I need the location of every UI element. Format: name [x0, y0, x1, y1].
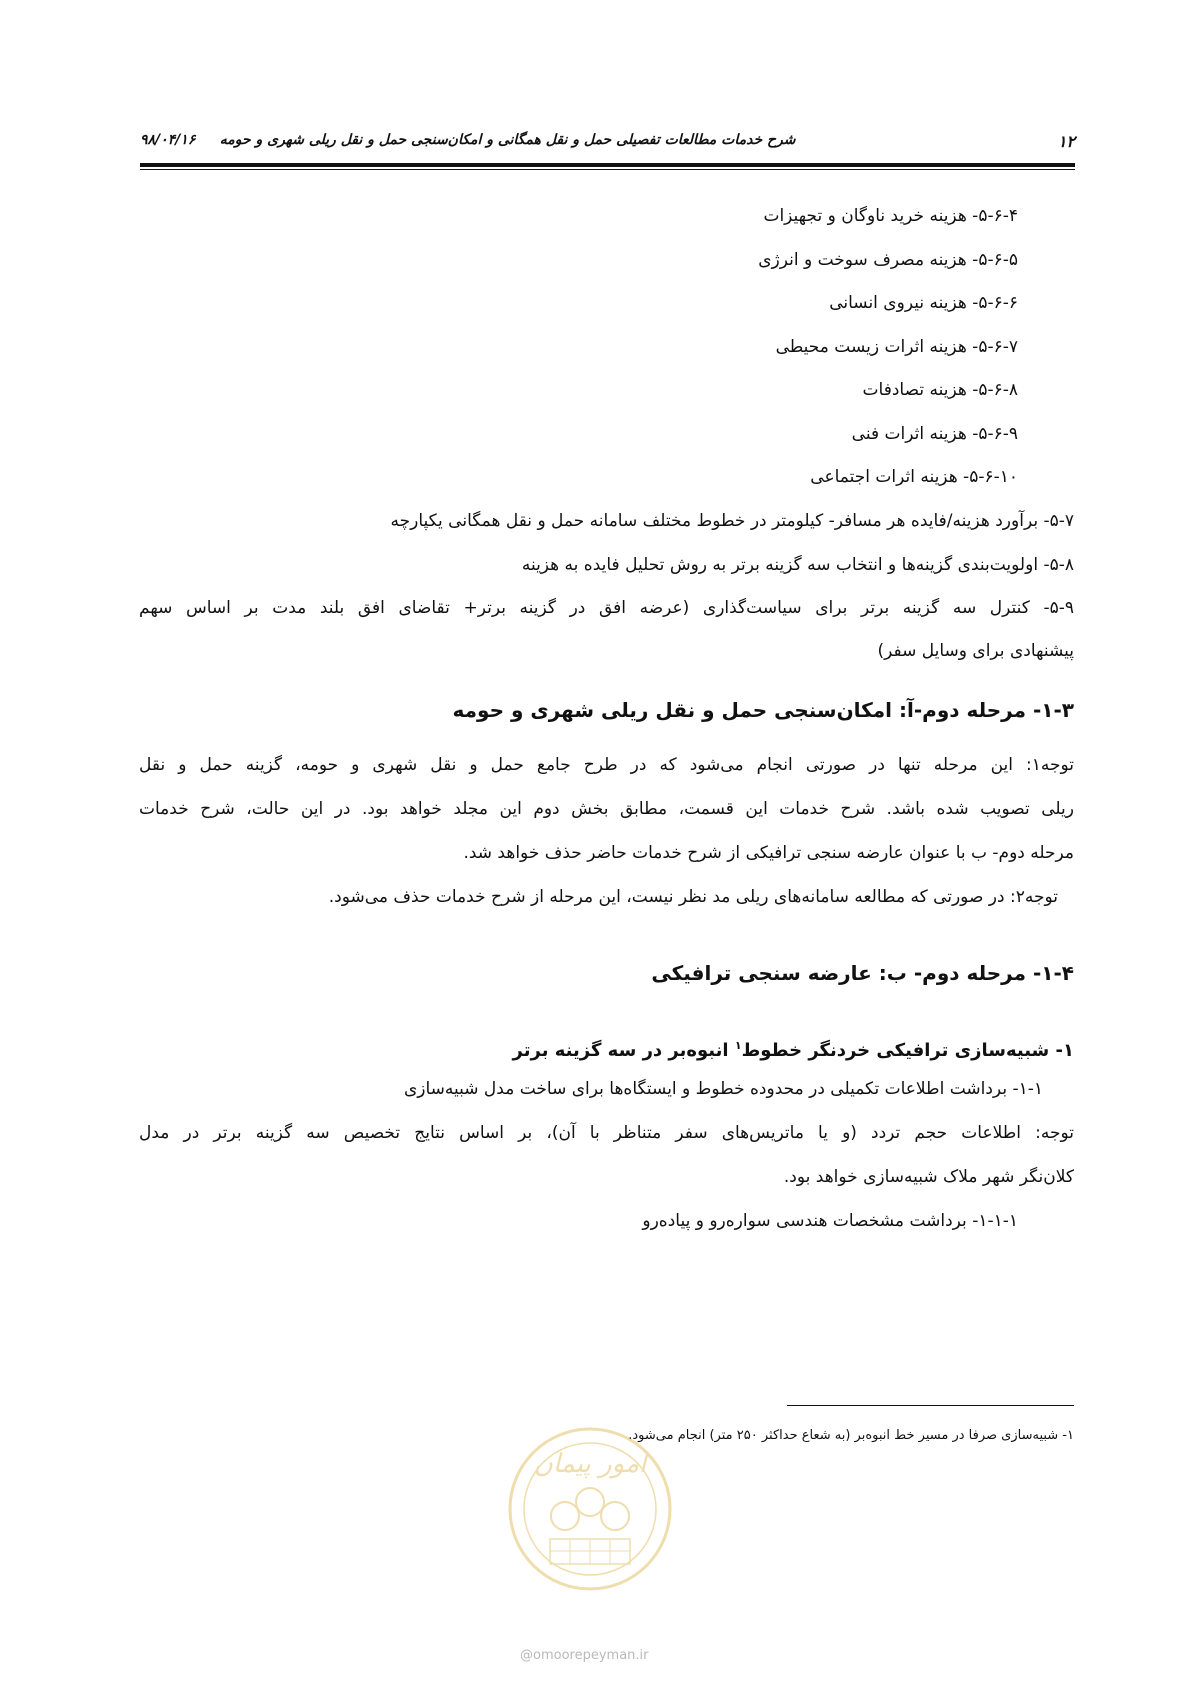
- header-rule-thick: [140, 163, 1075, 167]
- footnote-marker[interactable]: ۱: [734, 1039, 742, 1052]
- header-title: [140, 132, 796, 148]
- list-item: ۵-۶-۱۰- هزینه اثرات اجتماعی: [810, 467, 1018, 487]
- section-heading: ۱-۴- مرحله دوم- ب: عارضه سنجی ترافیکی: [651, 961, 1074, 985]
- running-header: [140, 132, 1075, 156]
- list-item: ۵-۶-۶- هزینه نیروی انسانی: [829, 293, 1018, 313]
- list-item: ۱-۱-۱- برداشت مشخصات هندسی سواره‌رو و پیاده‌رو: [642, 1211, 1018, 1231]
- list-item: ۵-۶-۹- هزینه اثرات فنی: [851, 424, 1018, 444]
- sub-heading-text-end: انبوه‌بر در سه گزینه برتر: [512, 1040, 735, 1061]
- list-item: ۵-۸- اولویت‌بندی گزینه‌ها و انتخاب سه گزینه برتر به روش تحلیل فایده به هزینه: [521, 555, 1074, 575]
- list-item: ۵-۹- کنترل سه گزینه برتر برای سیاست‌گذاری (عرضه افق در گزینه برتر+ تقاضای افق بلند مدت بر اساس سهم: [139, 598, 1074, 618]
- list-item: ۵-۷- برآورد هزینه/فایده هر مسافر- کیلومتر در خطوط مختلف سامانه حمل و نقل همگانی یکپارچه: [390, 511, 1074, 531]
- footnote: ۱- شبیه‌سازی صرفا در مسیر خط انبوه‌بر (به شعاع حداکثر ۲۵۰ متر) انجام می‌شود.: [628, 1428, 1074, 1443]
- list-item: ۵-۶-۷- هزینه اثرات زیست محیطی: [775, 337, 1018, 357]
- paragraph-line: ریلی تصویب شده باشد. شرح خدمات این قسمت، مطابق بخش دوم این مجلد خواهد بود. در این حالت، شرح خدمات: [139, 799, 1074, 819]
- sub-heading-text: ۱- شبیه‌سازی ترافیکی خردنگر خطوط: [741, 1040, 1074, 1061]
- seal-stamp-icon: [505, 1424, 675, 1594]
- paragraph-line: توجه۲: در صورتی که مطالعه سامانه‌های ریلی مد نظر نیست، این مرحله از شرح خدمات حذف می‌شود.: [328, 887, 1058, 907]
- sub-heading: [513, 1033, 1074, 1064]
- header-title-text: شرح خدمات مطالعات تفصیلی حمل و نقل همگانی و امکان‌سنجی حمل و نقل ریلی شهری و حومه: [219, 132, 796, 148]
- header-rule-thin: [140, 169, 1075, 170]
- list-item: ۵-۶-۸- هزینه تصادفات: [862, 380, 1018, 400]
- list-item-continuation: پیشنهادی برای وسایل سفر): [877, 641, 1074, 661]
- note-line: کلان‌نگر شهر ملاک شبیه‌سازی خواهد بود.: [783, 1167, 1074, 1187]
- note-line: توجه: اطلاعات حجم تردد (و یا ماتریس‌های سفر متناظر با آن)، بر اساس نتایج تخصیص سه گزینه برتر در مدل: [139, 1123, 1074, 1143]
- list-item: ۵-۶-۵- هزینه مصرف سوخت و انرژی: [758, 250, 1018, 270]
- footnote-separator: [787, 1405, 1074, 1406]
- list-item: ۵-۶-۴- هزینه خرید ناوگان و تجهیزات: [763, 206, 1018, 226]
- watermark-url: @omoorepeyman.ir: [520, 1648, 649, 1663]
- paragraph-line: مرحله دوم- ب با عنوان عارضه سنجی ترافیکی از شرح خدمات حاضر حذف خواهد شد.: [463, 843, 1074, 863]
- stamp-text: امور پیمان: [533, 1449, 647, 1479]
- section-heading: ۱-۳- مرحله دوم-آ: امکان‌سنجی حمل و نقل ریلی شهری و حومه: [452, 698, 1074, 722]
- header-date: ۹۸/۰۴/۱۶: [140, 132, 196, 148]
- page-number: ۱۲: [1057, 132, 1075, 151]
- list-item: ۱-۱- برداشت اطلاعات تکمیلی در محدوده خطوط و ایستگاه‌ها برای ساخت مدل شبیه‌سازی: [403, 1079, 1043, 1099]
- paragraph-line: توجه۱: این مرحله تنها در صورتی انجام می‌شود که در طرح جامع حمل و نقل شهری و حومه، گزینه حمل و نقل: [139, 755, 1074, 775]
